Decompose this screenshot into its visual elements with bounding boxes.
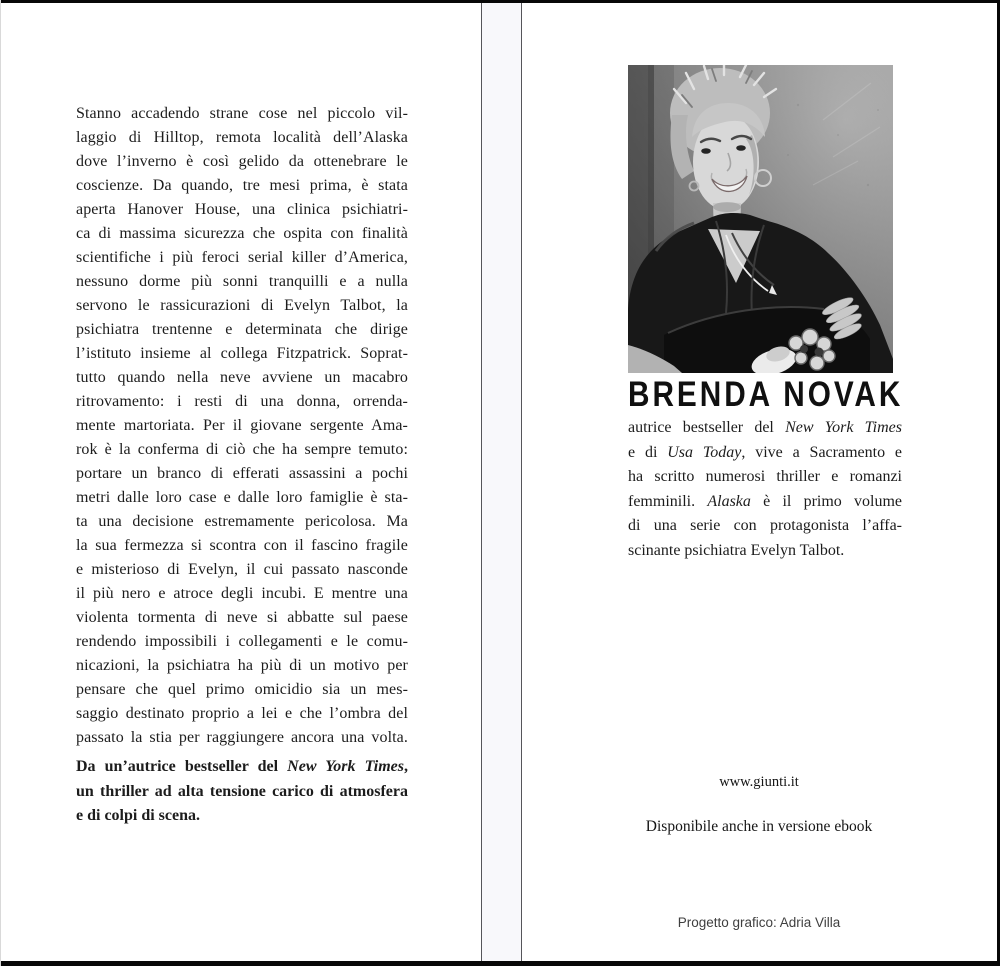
text-line: scinante psichiatra Evelyn Talbot. [628,541,845,559]
author-bio-text [628,416,902,563]
text-line: laggio di Hilltop, remota località dell’Alaska [76,129,408,146]
text-line: pensare che quel primo omicidio sia un mes- [76,681,408,698]
spine-gutter [481,2,522,961]
text-line: ha scritto numerosi thriller e romanzi [628,468,902,485]
text-line: e misterioso di Evelyn, il cui passato nasconde [76,561,408,578]
text-line: e di colpi di scena. [76,807,201,825]
text-line: aperta Hanover House, una clinica psichiatri- [76,201,408,218]
top-border [0,0,1000,3]
text-line: Stanno accadendo strane cose nel piccolo vil- [76,105,408,122]
text-line: saggio destinato proprio a lei e che l’ombra del [76,705,408,722]
text-line: ritrovamento: i resti di una donna, orrenda- [76,393,408,410]
author-name [628,377,902,413]
text-line: autrice bestseller del New York Times [628,419,903,436]
website-url: www.giunti.it [719,774,799,790]
text-line: mente martoriata. Per il giovane sergente Ama- [76,417,408,434]
text-line: l’istituto insieme al collega Fitzpatrick. Soprat- [76,345,408,362]
text-line: psichiatra trentenne e determinata che dirige [76,321,408,338]
bottom-border [0,961,1000,966]
text-line: ta una decisione estremamente pericolosa. Ma [76,513,408,530]
text-line: nicazioni, la psichiatra ha più di un motivo per [76,657,408,674]
text-line: un thriller ad alta tensione carico di atmosfera [76,782,408,800]
text-line: servono le rassicurazioni di Evelyn Talbot, la [76,297,408,314]
text-line: ca di massima sicurezza che ospita con finalità [76,225,408,242]
text-line: metri dalle loro case e dalle loro famiglie è sta- [76,489,408,506]
text-line: il più nero e atroce degli incubi. E mentre una [76,585,408,602]
text-line: la sua fermezza si scontra con il fascino fragile [76,537,408,554]
text-line: rok è la conferma di ciò che ha sempre temuto: [76,441,408,458]
text-line: di una serie con protagonista l’affa- [628,517,902,534]
text-line: passato la stia per raggiungere ancora una volta. [76,729,408,746]
text-line: dove l’inverno è così gelido da ottenebrare le [76,153,408,170]
text-line: e di Usa Today, vive a Sacramento e [628,443,903,461]
left-hairline [0,0,1,966]
text-line: scientifiche i più feroci serial killer d’America, [76,249,408,266]
design-credit: Progetto grafico: Adria Villa [677,915,841,930]
author-name-text: BRENDA NOVAK [628,375,904,414]
text-line: coscienze. Da quando, tre mesi prima, è stata [76,177,408,194]
portrait-photo-graphic [628,65,893,373]
text-line: violenta tormenta di neve si abbatte sul paese [76,609,408,626]
text-line: nessuno dorme più sonni tranquilli e a nulla [76,273,408,290]
text-line: femminili. Alaska è il primo volume [628,492,903,510]
text-line: Da un’autrice bestseller del New York Times, [76,758,408,775]
text-line: portare un branco di efferati assassini a pochi [76,465,408,482]
text-line: tutto quando nella neve avviene un macabro [76,369,408,386]
synopsis-text [76,102,408,750]
ebook-availability-note: Disponibile anche in versione ebook [645,818,873,835]
author-photo [628,65,893,373]
tagline-text [76,755,408,829]
text-line: rendendo impossibili i collegamenti e le comu- [76,633,408,650]
